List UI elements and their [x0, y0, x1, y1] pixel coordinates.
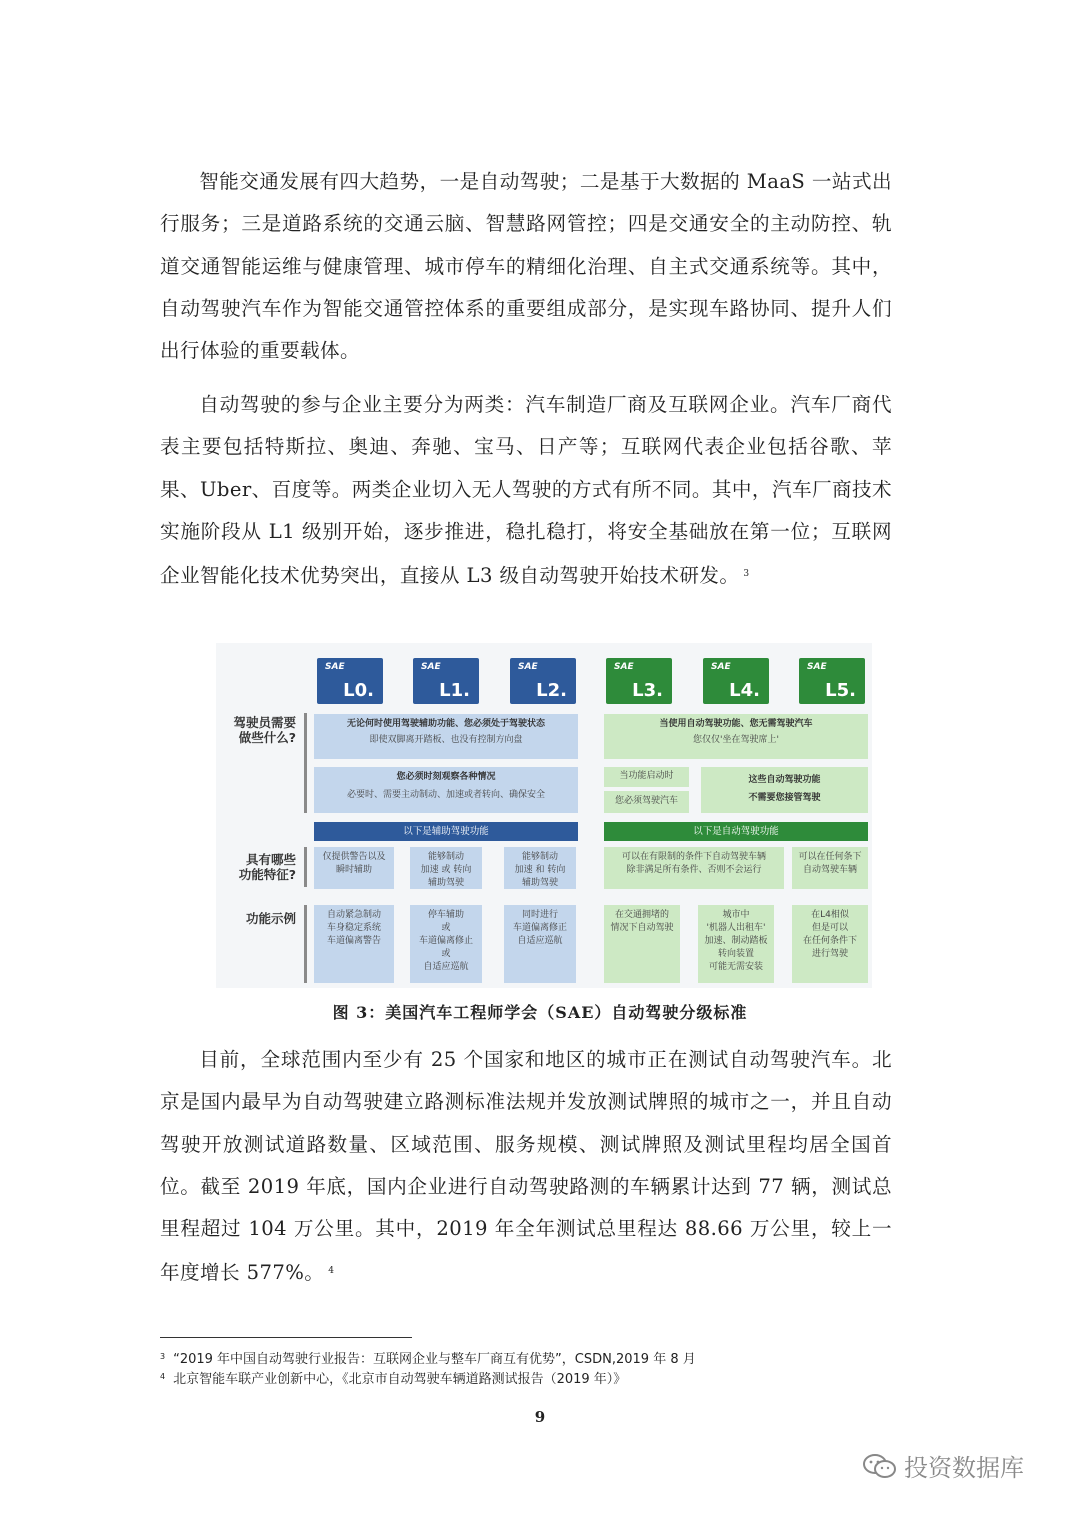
example-l4: 城市中 '机器人出租车' 加速、制动踏板 转向装置 可能无需安装: [698, 905, 774, 983]
level-l4-header: SAE L4.: [703, 658, 769, 704]
level-l0-header: SAE L0.: [317, 658, 383, 704]
level-l5-header: SAE L5.: [799, 658, 865, 704]
driver-l3-box-top: 当功能启动时: [604, 767, 689, 787]
feature-l34: 可以在有限制的条件下自动驾驶车辆 除非满足所有条件、否则不会运行: [604, 847, 784, 889]
paragraph-participants: 自动驾驶的参与企业主要分为两类：汽车制造厂商及互联网企业。汽车厂商代表主要包括特斯拉、奥迪、奔驰、宝马、日产等；互联网代表企业包括谷歌、苹果、Uber、百度等。两类企业切入无人驾驶的方式有所不同。其中，汽车厂商技术实施阶段从 L1 级别开始，逐步推进，稳扎稳打，将安全基础放在第一位；互联网企业智能化技术优势突出，直接从 L3 级自动驾驶开始技术研发。 $^3$: [160, 393, 892, 588]
example-l1: 停车辅助 或 车道偏离修止 或 自适应巡航: [410, 905, 482, 983]
example-l0: 自动紧急制动 车身稳定系统 车道偏离警告: [314, 905, 394, 983]
wechat-icon: [862, 1452, 898, 1480]
example-l5: 在L4相似 但是可以 在任何条件下 进行驾驶: [792, 905, 868, 983]
row-divider: [304, 713, 307, 813]
driver-assist-box-2: 您必须时刻观察各种情况 必要时、需要主动制动、加速或者转向、确保安全: [314, 767, 578, 813]
row-divider: [304, 905, 307, 983]
driver-auto-box-1: 当使用自动驾驶功能、您无需驾驶汽车 您仅仅'坐在驾驶席上': [604, 714, 868, 759]
level-l2-header: SAE L2.: [510, 658, 576, 704]
watermark: 投资数据库: [862, 1448, 1024, 1483]
figure-caption: 图 3：美国汽车工程师学会（SAE）自动驾驶分级标准: [332, 1003, 748, 1022]
assist-functions-bar: 以下是辅助驾驶功能: [314, 822, 578, 841]
driver-l3-box-bottom: 您必须驾驶汽车: [604, 791, 689, 813]
example-l2: 同时进行 车道偏离修正 自适应巡航: [504, 905, 576, 983]
level-l3-header: SAE L3.: [606, 658, 672, 704]
sae-levels-figure: [216, 643, 872, 988]
footnote-ref-3[interactable]: 3: [743, 569, 750, 580]
footnote-3: $^3$ “2019 年中国自动驾驶行业报告：互联网企业与整车厂商互有优势”，CSDN,2019 年 8 月: [160, 1352, 696, 1367]
row-label-driver: 驾驶员需要 做些什么?: [233, 715, 296, 745]
paragraph-testing: 目前，全球范围内至少有 25 个国家和地区的城市正在测试自动驾驶汽车。北京是国内最早为自动驾驶建立路测标准法规并发放测试牌照的城市之一，并且自动驾驶开放测试道路数量、区域范围、服务规模、测试牌照及测试里程均居全国首位。截至 2019 年底，国内企业进行自动驾驶路测的车辆累计达到 77 辆，测试总里程超过 104 万公里。其中，2019 年全年测试总里程达 88.66 万公里，较上一年度增长 577%。 $^4$: [160, 1048, 892, 1285]
page-number: 9: [534, 1408, 546, 1426]
driver-l45-box: 这些自动驾驶功能 不需要您接管驾驶: [701, 767, 868, 813]
paragraph-trends: 智能交通发展有四大趋势，一是自动驾驶；二是基于大数据的 MaaS 一站式出行服务；三是道路系统的交通云脑、智慧路网管控；四是交通安全的主动防控、轨道交通智能运维与健康管理、城市停车的精细化治理、自主式交通系统等。其中，自动驾驶汽车作为智能交通管控体系的重要组成部分，是实现车路协同、提升人们出行体验的重要载体。: [160, 170, 892, 363]
example-l3: 在交通拥堵的 情况下自动驾驶: [604, 905, 680, 983]
footnote-4: $^4$ 北京智能车联产业创新中心，《北京市自动驾驶车辆道路测试报告（2019 年）》: [160, 1372, 627, 1387]
footnote-rule: [160, 1337, 412, 1338]
feature-l0: 仅提供警告以及 瞬时辅助: [314, 847, 394, 889]
feature-l2: 能够制动 加速 和 转向 辅助驾驶: [504, 847, 576, 889]
feature-l5: 可以在任何条下 自动驾驶车辆: [792, 847, 868, 889]
row-label-features: 具有哪些 功能特征?: [238, 852, 296, 882]
auto-functions-bar: 以下是自动驾驶功能: [604, 822, 868, 841]
footnote-ref-4[interactable]: 4: [328, 1266, 335, 1277]
driver-assist-box-1: 无论何时使用驾驶辅助功能、您必须处于驾驶状态 即使双脚离开踏板、也没有控制方向盘: [314, 714, 578, 759]
row-divider: [304, 847, 307, 887]
row-label-examples: 功能示例: [245, 911, 296, 926]
level-l1-header: SAE L1.: [413, 658, 479, 704]
feature-l1: 能够制动 加速 或 转向 辅助驾驶: [410, 847, 482, 889]
